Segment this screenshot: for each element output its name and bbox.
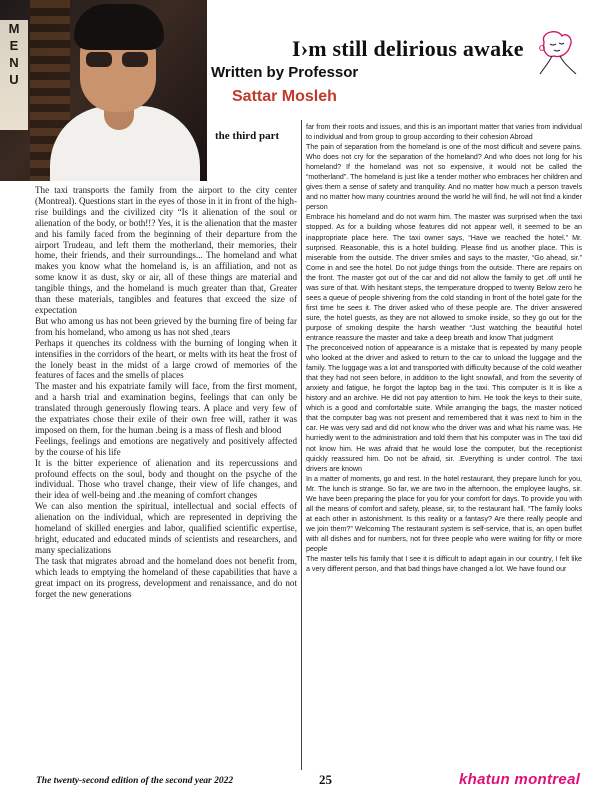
paragraph: The taxi transports the family from the airport to the city center (Montreal). Questions start in the eyes of those in it in front of the high-rise buildings and the civilized city “Is it alienation of the soul or alienation of the body, or both!!? Yes, it is the alienation that the master and his family faced from the beginning of their departure from the airport Trudeau, and left them the motherland, their memories, their home, their friends, and their surroundings... The homeland and what makes you know what the homeland is, is an affiliation, and not as some know it as dust, sky or air, all of these things are material and tangible things, and the homeland is much greater than that, Greater than these materials, tangibles and features that exceed the size of expectation: [35, 185, 297, 315]
author-name: Sattar Mosleh: [232, 88, 337, 105]
author-photo: [0, 0, 207, 181]
magazine-brand: khatun montreal: [459, 771, 581, 788]
photo-hair: [74, 4, 164, 50]
paragraph: far from their roots and issues, and this is an important matter that varies from individual to individual and from group to group according to their cohesion Abroad: [306, 123, 582, 142]
menu-sign-letter: E: [9, 38, 19, 53]
paragraph: The master tells his family that I see it is difficult to adapt again in our country, I felt like a very different person, and that bad things have changed a lot. We have found our: [306, 555, 582, 574]
paragraph: The task that migrates abroad and the homeland does not benefit from, which leads to emptying the homeland of these capabilities that have a great impact on its progress, development and renaissance, and do not forget the new generations: [35, 555, 297, 599]
edition-footer: The twenty-second edition of the second year 2022: [36, 776, 234, 786]
menu-sign-letter: N: [9, 55, 19, 70]
paragraph: Embrace his homeland and do not warm him. The master was surprised when the taxi stopped. As for a building whose features did not appear well, it seemed to be an inappropriate place here. The taxi owner says, “Have we reached the hotel.” Mr. surprised. Reasonable, this is a hotel building. Please find us another place. This is miserable from the outside. The driver smiles and says to the master, “Go ahead, sir.” Come in and see the hotel. Do not judge things from the outside. There are repairs on the front. The master got out of the car and did not allow the family to get .off until he was sure of that. With hesitant steps, the temperature dropped to twenty Below zero he sees a queue of people shivering from the cold standing in front of the hotel gate for the first time he sees it. The driver asked who of these people are. The driver answered sure, the hotel guests, as they are not allowed to smoke inside, so they go out for the purpose of smoking despite the harsh weather “Just watching the beautiful hotel entrance reassure the master and take a deep breath and know That judgment: [306, 213, 582, 342]
left-column: [35, 185, 297, 599]
paragraph: The pain of separation from the homeland is one of the most difficult and severe pains. Who does not cry for the separation of the homeland? And who does not long for his homeland? If the homeland was not so expensive, it would not be called the “motherland”. The homeland is just like a tender mother who embraces her children and gives them a sense of safety and tranquility. And no matter how much a person travels and no matter how many countries around the world he will find, he will not find a kinder person: [306, 143, 582, 212]
lady-sketch-icon: [530, 28, 580, 76]
page-number: 25: [319, 772, 332, 787]
menu-sign-letter: U: [9, 72, 19, 87]
paragraph: We can also mention the spiritual, intellectual and social effects of alienation on the individual, which are represented in depriving the homeland of skilled energies and labor, qualified scientific expertise, bright, educated and educated minds of scientists and researchers, and many specializations: [35, 501, 297, 555]
column-divider: [301, 120, 302, 770]
paragraph: Feelings, feelings and emotions are negatively and positively affected by the course of his life: [35, 435, 297, 457]
byline: Written by Professor: [211, 64, 359, 81]
paragraph: But who among us has not been grieved by the burning fire of being far from his homeland, who among us has not shed ,tears: [35, 315, 297, 337]
article-title: I›m still delirious awake: [292, 36, 524, 61]
menu-sign-letter: M: [8, 21, 20, 36]
photo-glasses: [86, 52, 150, 68]
right-column: [306, 122, 582, 574]
part-label: the third part: [215, 130, 280, 142]
paragraph: Perhaps it quenches its coldness with the burning of longing when it intensifies in the corridors of the heart, or melts with its heat the frost of the lonely beast in the midst of a large crowd of memories of the features of faces and the smells of places: [35, 337, 297, 381]
menu-sign: [0, 20, 28, 130]
paragraph: The preconceived notion of appearance is a mistake that is repeated by many people who looked at the driver and asked to return to the car to unload the luggage and the family. The luggage was a lot and transported with difficulty because of the cold weather that they had not seen before, in addition to the light snowfall, and from the severity of anxiety and fatigue, he forgot the laptop bag in the taxi. This computer is It is like a history and an archive. He did not pay attention to him. He took the keys to their suite, which is a good and comfortable suite. While arranging the bags, the master noticed that the computer bag was not present and remembered that it was next to him in the car. He was very sad and did not know who the driver was and what his name was. He hurriedly went to the administration and told them that his computer was in The taxi did not know him. He was afraid that he would lose the computer, but the receptionist quickly reassured him. Do not be afraid, sir. .Everything is under control. The taxi drivers are known: [306, 344, 582, 473]
paragraph: In a matter of moments, go and rest. In the hotel restaurant, they prepare lunch for you, Mr. The lunch is strange. So far, we are two in the afternoon, the employee laughs, sir. We have been preparing the place for you for your comfort for days. To provide you with all the means of comfort and safety, please, sir, to the restaurant hall. “The family looks at each other in astonishment. Is this reality or a fantasy? Are there really people and we join them?” Welcoming The restaurant system is self-service, that is, an open buffet with all dishes and for numbers, not for three people who were waiting for fifty or more people: [306, 474, 582, 553]
paragraph: It is the bitter experience of alienation and its repercussions and profound effects on the soul, body and thought on the psyche of the individual. Those who travel change, their view of life changes, and their idea of well-being and .the meaning of comfort changes: [35, 457, 297, 501]
paragraph: The master and his expatriate family will face, from the first moment, and a harsh trial and examination begins, feelings that can only be translated through generously flowing tears. A place and very few of the expatriates chose their exile of their own free will, rather it was imposed on them, for the human .being is a mass of flesh and blood: [35, 381, 297, 435]
